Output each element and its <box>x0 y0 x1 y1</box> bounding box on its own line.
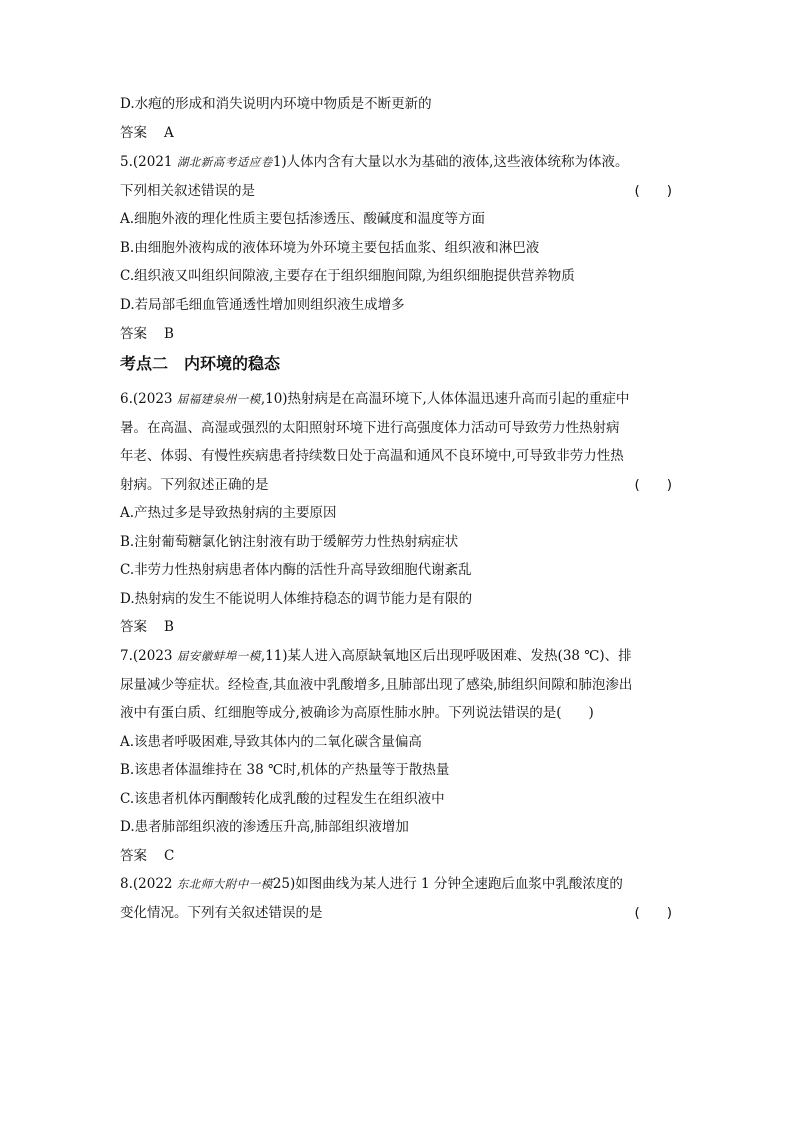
question-text: ,11)某人进入高原缺氧地区后出现呼吸困难、发热(38 ℃)、排 <box>260 648 632 664</box>
question-source: 届安徽蚌埠一模 <box>176 649 261 663</box>
q6-answer <box>120 617 174 637</box>
question-text: 变化情况。下列有关叙述错误的是 <box>120 905 323 921</box>
q7-stem-line-1 <box>120 646 632 666</box>
q7-stem-line-2: 尿量减少等症状。经检查,其血液中乳酸增多,且肺部出现了感染,肺组织间隙和肺泡渗出 <box>120 677 633 693</box>
q6-stem-line-4 <box>120 475 676 495</box>
q6-option-c: C.非劳力性热射病患者体内酶的活性升高导致细胞代谢紊乱 <box>120 562 472 578</box>
question-number: 8.(2022 <box>120 876 173 892</box>
answer-label: 答案 <box>120 326 147 342</box>
answer-blank: ( ) <box>634 477 672 493</box>
question-number: 6.(2023 <box>120 391 173 407</box>
q4-answer <box>120 123 174 143</box>
question-text: 下列相关叙述错误的是 <box>120 183 255 199</box>
answer-blank: ( ) <box>634 905 672 921</box>
answer-value: B <box>164 619 174 635</box>
answer-value: A <box>164 125 174 141</box>
question-source: 届福建泉州一模 <box>176 392 261 406</box>
question-source: 湖北新高考适应卷 <box>176 155 273 169</box>
q5-option-a: A.细胞外液的理化性质主要包括渗透压、酸碱度和温度等方面 <box>120 211 486 227</box>
section-label: 考点二 <box>120 354 169 373</box>
question-text: 25)如图曲线为某人进行 1 分钟全速跑后血浆中乳酸浓度的 <box>272 876 623 892</box>
question-text: ,10)热射病是在高温环境下,人体体温迅速升高而引起的重症中 <box>260 391 630 407</box>
q4-option-d: D.水疱的形成和消失说明内环境中物质是不断更新的 <box>120 96 432 112</box>
q7-stem-line-3: 液中有蛋白质、红细胞等成分,被确诊为高原性肺水肿。下列说法错误的是( ) <box>120 705 594 721</box>
answer-blank: ( ) <box>634 183 672 199</box>
q7-option-a: A.该患者呼吸困难,导致其体内的二氧化碳含量偏高 <box>120 734 422 750</box>
q6-option-a: A.产热过多是导致热射病的主要原因 <box>120 505 337 521</box>
q8-stem-line-1 <box>120 874 623 894</box>
question-source: 东北师大附中一模 <box>176 877 273 891</box>
question-text: 1)人体内含有大量以水为基础的液体,这些液体统称为体液。 <box>272 154 629 170</box>
question-text: 射病。下列叙述正确的是 <box>120 477 269 493</box>
q7-option-c: C.该患者机体丙酮酸转化成乳酸的过程发生在组织液中 <box>120 791 445 807</box>
q6-option-d: D.热射病的发生不能说明人体维持稳态的调节能力是有限的 <box>120 591 473 607</box>
q5-stem-line-1 <box>120 152 628 172</box>
q5-answer <box>120 324 174 344</box>
q7-answer <box>120 846 174 866</box>
q6-stem-line-3: 年老、体弱、有慢性疾病患者持续数日处于高温和通风不良环境中,可导致非劳力性热 <box>120 448 624 464</box>
q6-stem-line-2: 暑。在高温、高湿或强烈的太阳照射环境下进行高强度体力活动可导致劳力性热射病 <box>120 420 620 436</box>
q7-option-d: D.患者肺部组织液的渗透压升高,肺部组织液增加 <box>120 819 409 835</box>
answer-value: B <box>164 326 174 342</box>
question-number: 5.(2021 <box>120 154 173 170</box>
q5-stem-line-2 <box>120 181 676 201</box>
q7-option-b: B.该患者体温维持在 38 ℃时,机体的产热量等于散热量 <box>120 762 450 778</box>
section-heading <box>120 353 280 375</box>
q6-stem-line-1 <box>120 389 629 409</box>
section-title: 内环境的稳态 <box>184 354 281 373</box>
answer-label: 答案 <box>120 619 147 635</box>
q8-stem-line-2 <box>120 903 676 923</box>
answer-label: 答案 <box>120 125 147 141</box>
q5-option-b: B.由细胞外液构成的液体环境为外环境主要包括血浆、组织液和淋巴液 <box>120 240 540 256</box>
q6-option-b: B.注射葡萄糖氯化钠注射液有助于缓解劳力性热射病症状 <box>120 534 459 550</box>
q5-option-d: D.若局部毛细血管通透性增加则组织液生成增多 <box>120 297 405 313</box>
answer-label: 答案 <box>120 848 147 864</box>
answer-value: C <box>164 848 175 864</box>
q5-option-c: C.组织液又叫组织间隙液,主要存在于组织细胞间隙,为组织细胞提供营养物质 <box>120 268 575 284</box>
question-number: 7.(2023 <box>120 648 173 664</box>
